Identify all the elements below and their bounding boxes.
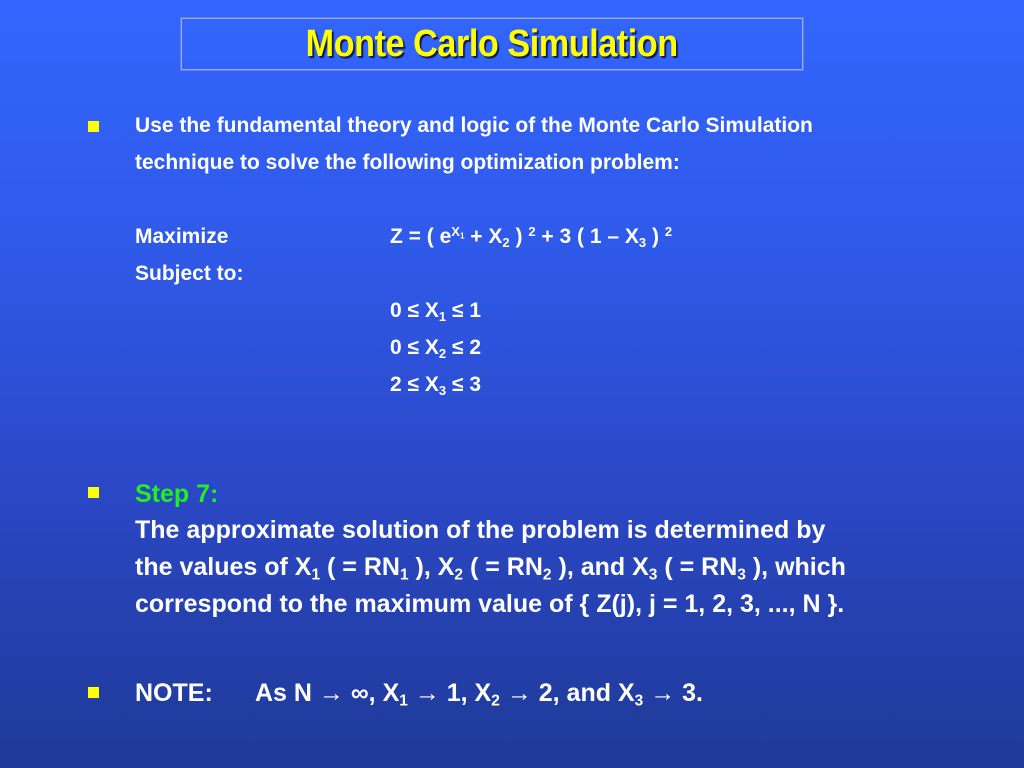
objective-function: Z = ( $e^{X_1} + X_2$ ) $^2$ + 3 ( $1 - X_3$ ) $^2$ xyxy=(390,223,673,250)
step-line-3: correspond to the maximum value of { Z(j), j = 1, 2, 3, ..., N }. xyxy=(135,590,845,618)
constraint-3: $2 \le X_3 \le 3$ xyxy=(390,373,482,398)
note-label: NOTE: xyxy=(135,679,213,707)
title-box xyxy=(181,18,803,70)
slide-title: Monte Carlo Simulation xyxy=(305,22,679,65)
subject-to-label: Subject to: xyxy=(135,262,244,285)
constraint-1: $0 \le X_1 \le 1$ xyxy=(390,299,482,324)
bullet-square-icon xyxy=(88,121,99,132)
step-line-2: the values of $X_1$ ( = $RN_1$ ), $X_2$ ( = $RN_2$ ), and $X_3$ ( = $RN_3$ ), which xyxy=(135,553,846,584)
intro-line-2: technique to solve the following optimization problem: xyxy=(135,151,680,174)
step-line-1: The approximate solution of the problem is determined by xyxy=(135,516,826,544)
bullet-square-icon xyxy=(88,487,99,498)
constraint-2: $0 \le X_2 \le 2$ xyxy=(390,336,482,361)
intro-line-1: Use the fundamental theory and logic of the Monte Carlo Simulation xyxy=(135,114,813,137)
note-text: As N → ∞, $X_1 \to 1$, $X_2 \to 2$, and $X_3 \to 3$. xyxy=(255,679,704,710)
step-label: Step 7: xyxy=(135,480,219,508)
bullet-square-icon xyxy=(88,687,99,698)
maximize-label: Maximize xyxy=(135,225,229,248)
